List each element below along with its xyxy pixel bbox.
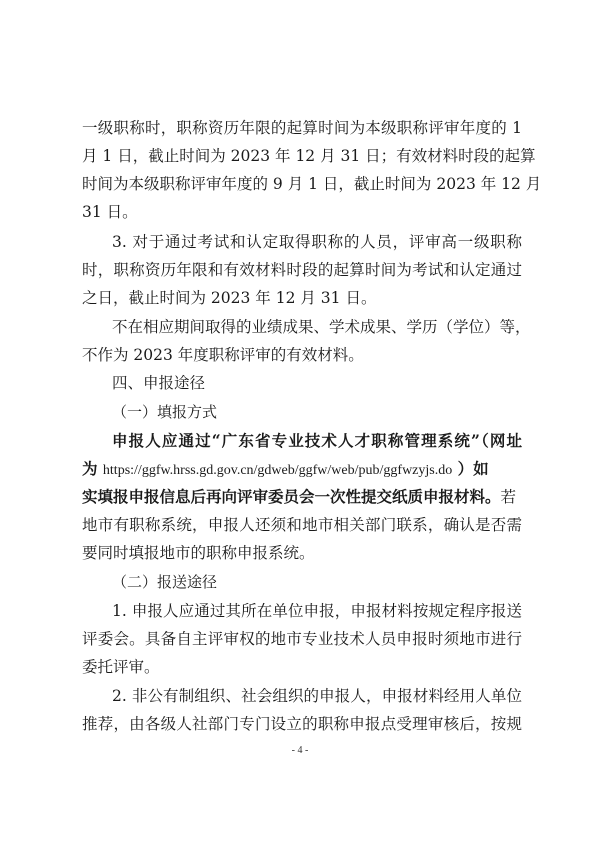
text-fragment: 若 <box>500 488 517 506</box>
paragraph-line: 不作为 2023 年度职称评审的有效材料。 <box>82 346 364 364</box>
subsection-heading: （一）填报方式 <box>112 403 218 421</box>
paragraph-line: 不在相应期间取得的业绩成果、学术成果、学历（学位）等， <box>112 318 531 336</box>
paragraph-line: 月 1 日，截止时间为 2023 年 12 月 31 日；有效材料时段的起算 <box>82 147 536 165</box>
paragraph-line: 要同时填报地市的职称申报系统。 <box>82 544 315 562</box>
paragraph-line: 时间为本级职称评审年度的 9 月 1 日，截止时间为 2023 年 12 月 <box>82 175 542 193</box>
paragraph-line: 地市有职称系统，申报人还须和地市相关部门联系，确认是否需 <box>82 516 522 534</box>
system-url-link[interactable]: https://ggfw.hrss.gd.gov.cn/gdweb/ggfw/web/pub/ggfwzyjs.do <box>102 463 453 478</box>
section-heading: 四、申报途径 <box>112 374 206 392</box>
text-fragment: ）如 <box>457 459 489 478</box>
bold-text-fragment: 实填报申报信息后再向评审委员会一次性提交纸质申报材料。 <box>82 487 501 506</box>
subsection-heading: （二）报送途径 <box>112 573 218 591</box>
paragraph-line: 时，职称资历年限和有效材料时段的起算时间为考试和认定通过 <box>82 261 522 279</box>
text-fragment: 为 <box>82 459 98 478</box>
paragraph-line: 申报人应通过“广东省专业技术人才职称管理系统”（网址 <box>112 431 522 450</box>
paragraph-line <box>82 484 522 510</box>
paragraph-line: 委托评审。 <box>82 658 160 676</box>
paragraph-line: 一级职称时，职称资历年限的起算时间为本级职称评审年度的 1 <box>82 119 522 137</box>
paragraph-line: 推荐，由各级人社部门专门设立的职称申报点受理审核后，按规 <box>82 715 522 733</box>
paragraph-line-with-url <box>82 456 522 482</box>
paragraph-line: 1. 申报人应通过其所在单位申报，申报材料按规定程序报送 <box>112 602 522 620</box>
paragraph-line: 之日，截止时间为 2023 年 12 月 31 日。 <box>82 289 377 307</box>
paragraph-line: 2. 非公有制组织、社会组织的申报人，申报材料经用人单位 <box>112 687 522 705</box>
paragraph-line: 31 日。 <box>82 203 138 221</box>
paragraph-line: 3. 对于通过考试和认定取得职称的人员，评审高一级职称 <box>112 233 522 251</box>
page-number: - 4 - <box>291 745 309 756</box>
paragraph-line: 评委会。具备自主评审权的地市专业技术人员申报时须地市进行 <box>82 630 522 648</box>
